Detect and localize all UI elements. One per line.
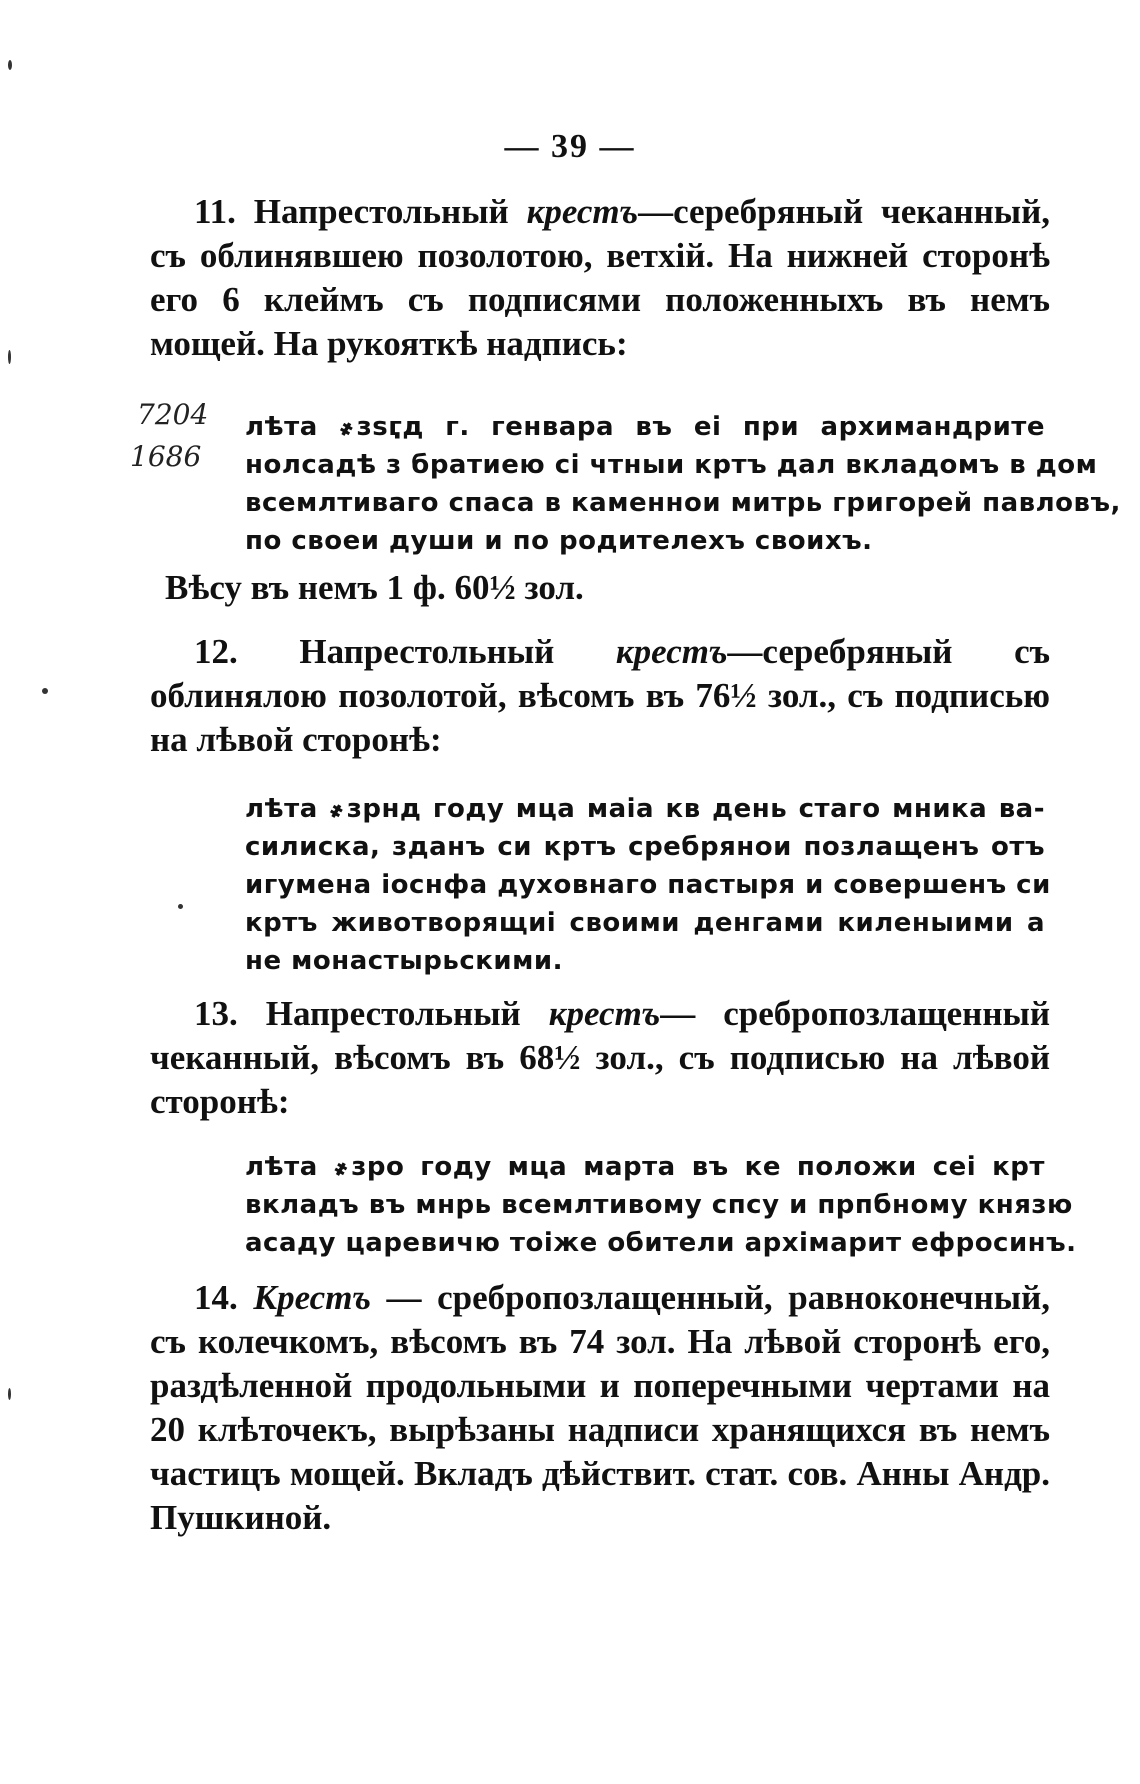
- entry-italic-term: Крестъ: [253, 1278, 371, 1317]
- inscription-11: [245, 408, 1121, 560]
- inscription-line: лѣта ҂зрнд году мца маіа кв день стаго мника ва-: [245, 794, 1045, 824]
- entry-text: — сребропозлащенный, равноконечный, съ колечкомъ, вѣсомъ въ 74 зол. На лѣвой сторонѣ его, раздѣленной продольными и поперечными чертами на 20 клѣточекъ, вырѣзаны надписи хранящихся въ немъ частицъ мощей. Вкладъ дѣйствит. стат. сов. Анны Андр. Пушкиной.: [150, 1278, 1050, 1537]
- inscription-line: по своеи души и по родителехъ своихъ.: [245, 526, 873, 556]
- scan-speck: [8, 1388, 11, 1400]
- entry-italic-term: крестъ: [548, 994, 661, 1033]
- weight-line: Вѣсу въ немъ 1 ф. 60½ зол.: [165, 568, 584, 607]
- inscription-line: всемлтиваго спаса в каменнои митрь григорей павловъ,: [245, 488, 1121, 518]
- inscription-line: не монастырьскими.: [245, 946, 563, 976]
- inscription-12: [245, 790, 1051, 980]
- entry-italic-term: крестъ: [615, 632, 728, 671]
- margin-note-year: 1686: [130, 440, 202, 473]
- entry-italic-term: крестъ: [526, 192, 639, 231]
- entry-number: 12.: [194, 632, 238, 671]
- entry-11: [150, 190, 1050, 366]
- inscription-line: асаду царевичю тоіже обители архімарит ефросинъ.: [245, 1228, 1077, 1258]
- inscription-line: вкладъ въ мнрь всемлтивому спсу и прпбному князю: [245, 1190, 1073, 1220]
- entry-lead: Напрестольный: [299, 632, 555, 671]
- entry-lead: Напрестольный: [265, 994, 521, 1033]
- entry-text: — сребропозлащенный чеканный, вѣсомъ въ 68½ зол., съ подписью на лѣвой сторонѣ:: [150, 994, 1051, 1121]
- scan-speck: [178, 904, 183, 909]
- entry-14: [150, 1276, 1050, 1540]
- entry-number: 11.: [194, 192, 236, 231]
- entry-number: 14.: [194, 1278, 238, 1317]
- inscription-13: [245, 1148, 1077, 1262]
- entry-text: —серебряный чеканный, съ облинявшею позолотою, ветхій. На нижней сторонѣ его 6 клеймъ съ подписями положенныхъ въ немъ мощей. На рукояткѣ надпись:: [150, 192, 1051, 363]
- entry-lead: Напрестольный: [253, 192, 509, 231]
- entry-text: —серебряный съ облинялою позолотой, вѣсомъ въ 76½ зол., съ подписью на лѣвой сторонѣ:: [150, 632, 1051, 759]
- entry-12: [150, 630, 1050, 762]
- entry-13: [150, 992, 1050, 1124]
- inscription-line: нолсадѣ з братиею сі чтныи кртъ дал вкладомъ в дом: [245, 450, 1098, 480]
- inscription-line: игумена іоснфа духовнаго пастыря и совершенъ си: [245, 870, 1051, 900]
- inscription-line: силиска, зданъ си кртъ сребрянои позлащенъ отъ: [245, 832, 1045, 862]
- inscription-line: лѣта ҂зро году мца марта въ ке положи сеі крт: [245, 1152, 1045, 1182]
- margin-note-year: 7204: [137, 398, 209, 431]
- scan-speck: [8, 60, 12, 70]
- inscription-line: лѣта ҂зѕӷд г. генвара въ еі при архимандрите: [245, 412, 1045, 442]
- page-number: — 39 —: [504, 128, 636, 165]
- scan-speck: [8, 350, 11, 364]
- inscription-line: кртъ животворящиі своими денгами киленыими а: [245, 908, 1045, 938]
- entry-number: 13.: [194, 994, 238, 1033]
- scan-speck: [42, 688, 48, 694]
